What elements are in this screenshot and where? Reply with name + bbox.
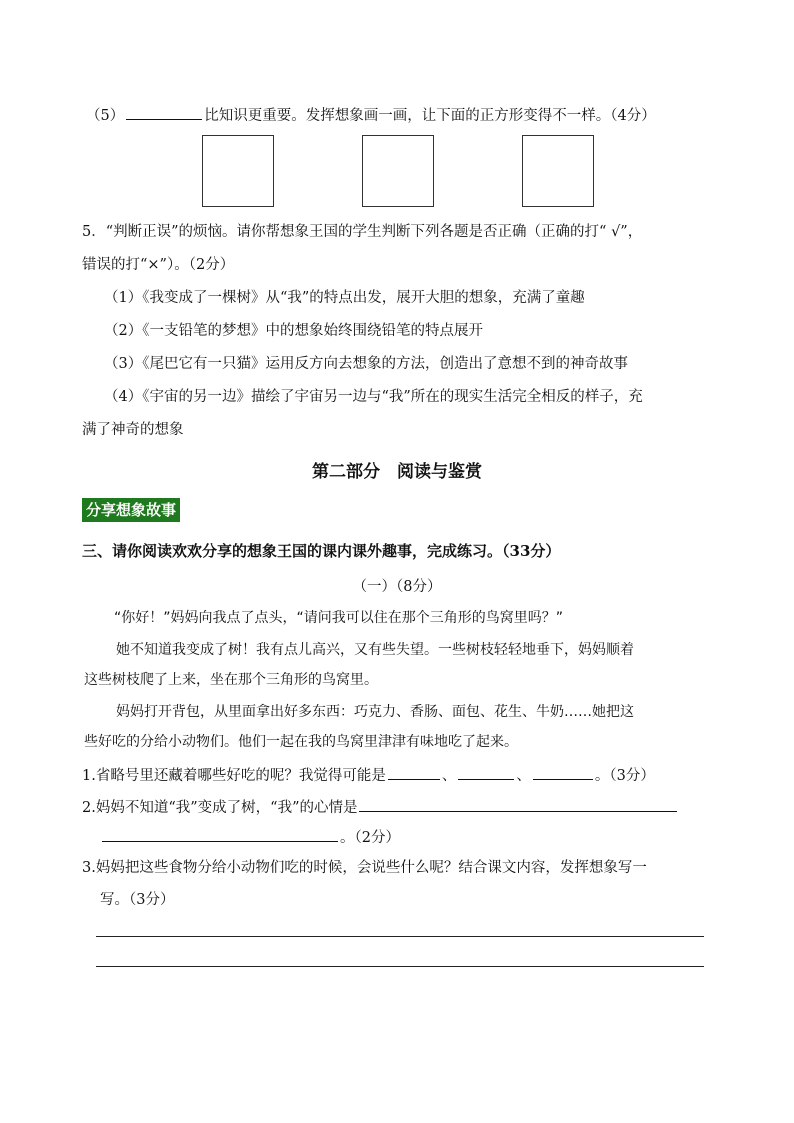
drawing-square-3[interactable] <box>522 135 594 207</box>
section-3-heading: 三、请你阅读欢欢分享的想象王国的课内课外趣事，完成练习。（33分） <box>82 542 561 560</box>
answer-line-1[interactable] <box>96 936 704 937</box>
story-paragraph-2: 她不知道我变成了树！我有点儿高兴，又有些失望。一些树枝轻轻地垂下，妈妈顺着 <box>116 642 634 658</box>
separator: 、 <box>441 768 457 784</box>
question-3: 3.妈妈把这些食物分给小动物们吃的时候，会说些什么呢？结合课文内容，发挥想象写一 <box>82 860 647 876</box>
answer-blank-3[interactable] <box>533 764 593 780</box>
judge-item-4: （4）《宇宙的另一边》描绘了宇宙另一边与“我”所在的现实生活完全相反的样子，充 <box>104 389 643 405</box>
drawing-square-2[interactable] <box>362 135 434 207</box>
answer-blank[interactable] <box>126 104 202 120</box>
question-5-number: （5） <box>86 108 125 124</box>
answer-blank-1[interactable] <box>388 764 440 780</box>
judge-item-4-cont: 满了神奇的想象 <box>82 422 184 438</box>
answer-blank[interactable] <box>102 826 338 842</box>
judge-item-3: （3）《尾巴它有一只猫》运用反方向去想象的方法，创造出了意想不到的神奇故事 <box>104 356 628 372</box>
question-2 <box>82 796 679 818</box>
section-5-heading-cont: 错误的打“×”）。（2分） <box>82 257 235 273</box>
answer-blank[interactable] <box>359 796 677 812</box>
question-2-cont <box>100 826 400 848</box>
answer-line-2[interactable] <box>96 966 704 967</box>
story-paragraph-1: “你好！”妈妈向我点了点头，“请问我可以住在那个三角形的鸟窝里吗？” <box>114 610 564 626</box>
sub-heading-1: （一）（8分） <box>352 579 442 595</box>
question-2-text: 2.妈妈不知道“我”变成了树，“我”的心情是 <box>82 800 358 816</box>
question-1-text: 1.省略号里还藏着哪些好吃的呢？我觉得可能是 <box>82 768 386 784</box>
judge-item-2: （2）《一支铅笔的梦想》中的想象始终围绕铅笔的特点展开 <box>104 323 483 339</box>
section-banner: 分享想象故事 <box>82 498 180 522</box>
question-5 <box>86 104 656 126</box>
question-2-end: 。（2分） <box>340 830 400 846</box>
judge-item-1: （1）《我变成了一棵树》从“我”的特点出发，展开大胆的想象，充满了童趣 <box>104 290 585 306</box>
story-paragraph-3: 妈妈打开背包，从里面拿出好多东西：巧克力、香肠、面包、花生、牛奶……她把这 <box>116 704 634 720</box>
story-paragraph-2-cont: 这些树枝爬了上来，坐在那个三角形的鸟窝里。 <box>84 672 378 688</box>
section-5-heading: 5．“判断正误”的烦恼。请你帮想象王国的学生判断下列各题是否正确（正确的打“ √”， <box>82 224 643 240</box>
separator: 、 <box>516 768 531 784</box>
question-1 <box>82 764 655 786</box>
story-paragraph-3-cont: 些好吃的分给小动物们。他们一起在我的鸟窝里津津有味地吃了起来。 <box>84 734 518 750</box>
part-2-title: 第二部分 阅读与鉴赏 <box>312 462 482 482</box>
answer-blank-2[interactable] <box>458 764 514 780</box>
question-3-cont: 写。（3分） <box>100 892 175 908</box>
drawing-square-1[interactable] <box>202 135 274 207</box>
question-5-text: 比知识更重要。发挥想象画一画，让下面的正方形变得不一样。（4分） <box>204 108 656 124</box>
question-1-end: 。（3分） <box>594 768 655 784</box>
